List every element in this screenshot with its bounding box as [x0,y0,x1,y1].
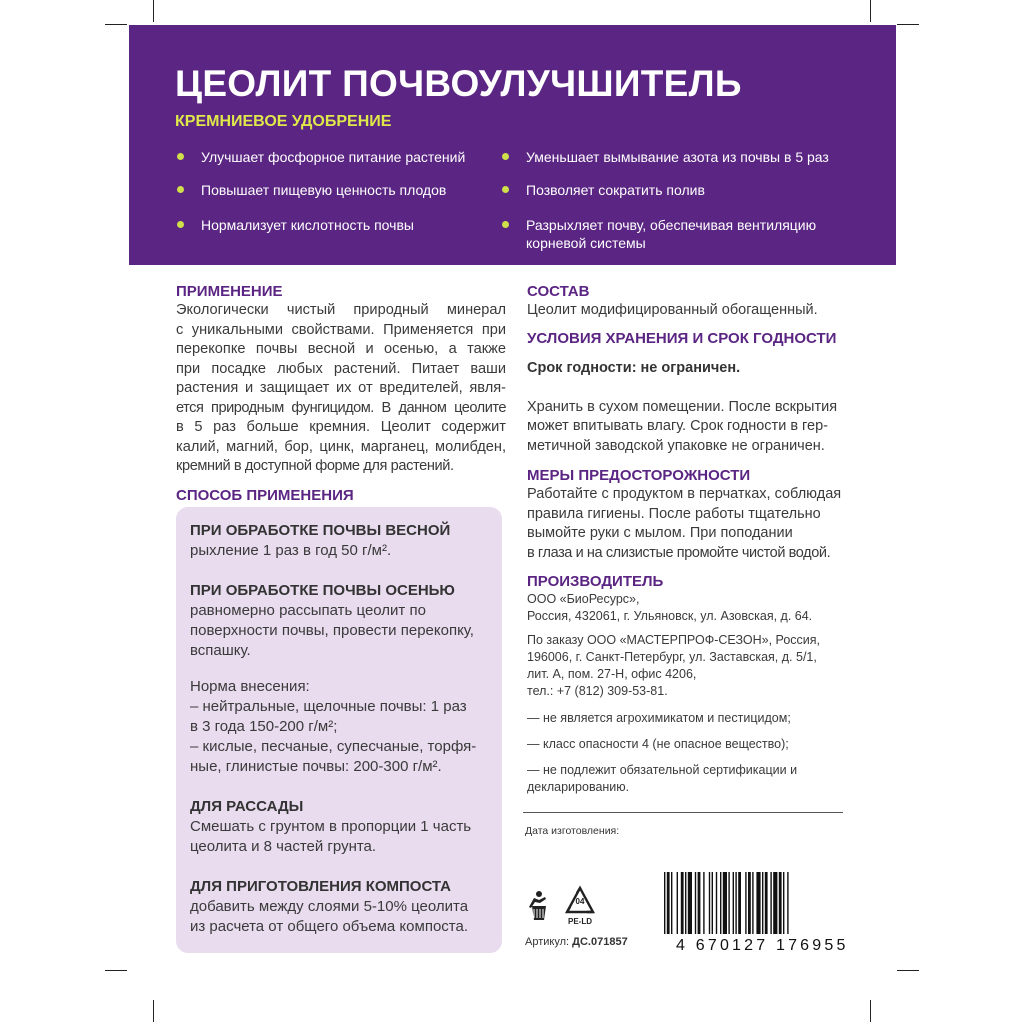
trash-bin-icon [525,890,553,922]
barcode-bar [720,872,721,934]
production-date-label: Дата изготовления: [525,825,620,837]
composition-section [527,282,857,321]
crop-mark [105,24,127,25]
barcode-bar [752,872,753,934]
barcode-bar [787,872,788,934]
barcode-bar [712,872,713,934]
spring-heading: ПРИ ОБРАБОТКЕ ПОЧВЫ ВЕСНОЙ [190,522,451,539]
storage-heading: УСЛОВИЯ ХРАНЕНИЯ И СРОК ГОДНОСТИ [527,330,837,347]
benefit-item: Уменьшает вымывание азота из почвы в 5 раз [526,148,829,166]
barcode-bar [698,872,701,934]
barcode-bar [748,872,751,934]
precautions-section [527,466,857,563]
benefit-item: Улучшает фосфорное питание растений [201,148,465,166]
barcode-bar [779,872,782,934]
barcode-bar [765,872,768,934]
bullet-dot-icon [177,221,184,228]
seedling-heading: ДЛЯ РАССАДЫ [190,798,304,815]
barcode-bar [667,872,670,934]
bullet-dot-icon [177,153,184,160]
norm-text: Норма внесения: – нейтральные, щелочные почвы: 1 раз в 3 года 150-200 г/м²; – кислые, песчаные, супесчаные, торфя- ные, глинистые почвы: 200-300 г/м². [190,678,477,775]
barcode-bar [728,872,729,934]
barcode-number: 4 670127 176955 [676,937,849,954]
precautions-heading: МЕРЫ ПРЕДОСТОРОЖНОСТИ [527,467,751,484]
storage-section [527,329,857,456]
manufacturer-heading: ПРОИЗВОДИТЕЛЬ [527,573,664,590]
autumn-text: равномерно рассыпать цеолит по поверхности почвы, провести перекопку, вспашку. [190,602,474,659]
barcode-bar [733,872,734,934]
storage-text: Хранить в сухом помещении. После вскрытия может впитывать влагу. Срок годности в гер- метичной заводской упаковке не ограничен. [527,398,838,454]
benefit-item: Нормализует кислотность почвы [201,216,414,234]
barcode-bar [723,872,727,934]
barcode-bar [681,872,684,934]
product-subtitle: КРЕМНИЕВОЕ УДОБРЕНИЕ [175,113,392,130]
manufacturer-section: ПРОИЗВОДИТЕЛЬ ООО «БиоРесурс», Россия, 432061, г. Ульяновск, ул. Азовская, д. 64. По заказу ООО «МАСТЕРПРОФ-СЕЗОН», Россия, 196006, г. Санкт-Петербург, ул. Заставская, д. 5/1, лит. А, пом. 27-Н, офис 4206, тел.: +7 (812) 309-53-81. — не является агрохимикатом и пестицидом; — класс опасности 4 (не опасное вещество); — не подлежит обязательной сертификации и декларированию. [527,572,857,796]
shelf-life-text: Срок годности: не ограничен. [527,360,741,376]
barcode-bar [783,872,784,934]
barcode-bar [709,872,710,934]
benefit-item: Повышает пищевую ценность плодов [201,181,446,199]
benefit-item: Позволяет сократить полив [526,181,705,199]
product-title: ЦЕОЛИТ ПОЧВОУЛУЧШИТЕЛЬ [175,63,742,104]
bullet-dot-icon [502,186,509,193]
barcode-bar [671,872,672,934]
barcode-bar [685,872,686,934]
barcode-bar [770,872,771,934]
regulatory-notes: — не является агрохимикатом и пестицидом; — класс опасности 4 (не опасное вещество); — не подлежит обязательной сертификации и декларированию. [527,711,798,794]
barcode-bar [735,872,736,934]
barcode-bar [716,872,717,934]
barcode-bar [756,872,760,934]
barcode-bar [762,872,763,934]
barcode [662,872,842,934]
bullet-dot-icon [177,186,184,193]
barcode-bar [688,872,692,934]
barcode-bar [773,872,777,934]
barcode-bar [703,872,704,934]
crop-mark [897,970,919,971]
composition-heading: СОСТАВ [527,283,590,300]
bullet-dot-icon [502,221,509,228]
composition-text: Цеолит модифицированный обогащенный. [527,302,818,318]
spring-text: рыхление 1 раз в год 50 г/м². [190,542,392,559]
barcode-bar [664,872,665,934]
autumn-heading: ПРИ ОБРАБОТКЕ ПОЧВЫ ОСЕНЬЮ [190,582,455,599]
article-number: Артикул: ДС.071857 [525,936,628,948]
barcode-bar [738,872,741,934]
barcode-bar [745,872,746,934]
seedling-text: Смешать с грунтом в пропорции 1 часть цеолита и 8 частей грунта. [190,818,472,855]
header-banner [129,25,896,265]
compost-heading: ДЛЯ ПРИГОТОВЛЕНИЯ КОМПОСТА [190,878,451,895]
recycle-icon: 04 PE-LD [563,884,597,930]
method-box [176,507,502,953]
compost-text: добавить между слоями 5-10% цеолита из расчета от общего объема компоста. [190,898,469,935]
method-heading: СПОСОБ ПРИМЕНЕНИЯ [176,487,354,504]
precautions-text: Работайте с продуктом в перчатках, соблюдая правила гигиены. После работы тщательно вымойте руки с мылом. При поподании в глаза и на слизистые промойте чистой водой. [527,486,842,561]
divider [523,812,843,813]
order-info: По заказу ООО «МАСТЕРПРОФ-СЕЗОН», Россия, 196006, г. Санкт-Петербург, ул. Заставская, д. 5/1, лит. А, пом. 27-Н, офис 4206, тел.: +7 (812) 309-53-81. [527,633,820,698]
crop-mark [153,1000,154,1022]
crop-mark [897,24,919,25]
application-section [176,282,506,477]
barcode-bar [677,872,678,934]
application-heading: ПРИМЕНЕНИЕ [176,283,283,300]
crop-mark [153,0,154,22]
bullet-dot-icon [502,153,509,160]
barcode-bar [695,872,696,934]
crop-mark [870,1000,871,1022]
benefit-item: Разрыхляет почву, обеспечивая вентиляцию корневой системы [526,216,816,252]
application-text: Экологически чистый природный минерал с уникальными свойствами. Применяется при перекопке почвы весной и осенью, а также при посадке любых растений. Питает ваши растения и защищает их от вредителей, явля- ется природным фунгицидом. В данном цеолите в 5 раз больше кремния. Цеолит содержит калий, магний, бор, цинк, марганец, молибден, кремний в доступной форме для растений. [176,302,506,474]
crop-mark [105,970,127,971]
crop-mark [870,0,871,22]
